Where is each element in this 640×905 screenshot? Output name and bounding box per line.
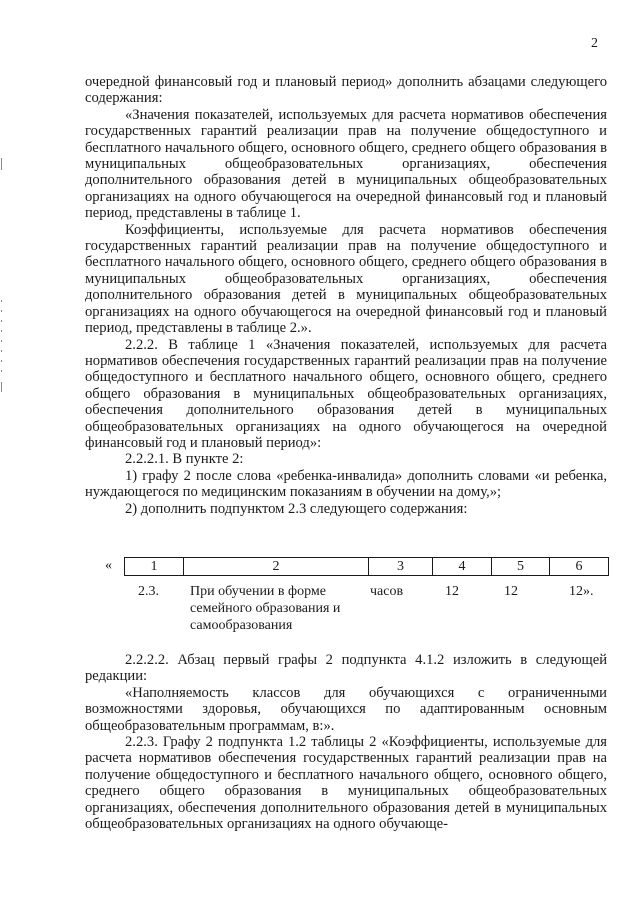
paragraph: «Значения показателей, используемых для расчета нормативов обеспечения государственных гарантий реализации прав на получение общедоступного и бесплатного начального общего, основного общего, среднего общего образования в муниципальных общеобразовательных организациях, обеспечения дополнительного образования детей в муниципальных общеобразовательных организациях на одного обучающегося на очередной финансовый год и плановый период, представлены в таблице 1. <box>85 106 607 222</box>
table-cell: 12 <box>504 584 518 599</box>
paragraph: 1) графу 2 после слова «ребенка-инвалида» дополнить словами «и ребенка, нуждающегося по медицинским показаниям в обучении на дому,»; <box>85 467 607 501</box>
paragraph: 2) дополнить подпунктом 2.3 следующего содержания: <box>125 500 468 517</box>
table-row <box>100 583 609 641</box>
document-body-bottom <box>85 652 607 832</box>
table-header-cell: 6 <box>549 558 608 575</box>
table-cell: При обучении в форме семейного образования и самообразования <box>190 584 341 633</box>
table-header-cell: 1 <box>150 559 158 574</box>
table-cell: часов <box>370 584 404 599</box>
table-cell: 2.3. <box>138 584 159 599</box>
table-header-row <box>124 557 609 576</box>
paragraph: «Наполняемость классов для обучающихся с ограниченными возможностями здоровья, обучающихся по адаптированным основным общеобразовательным программам, в:». <box>85 684 607 734</box>
binding-edge-marks <box>1 150 3 400</box>
page-number: 2 <box>591 36 598 51</box>
inserted-table <box>100 557 609 641</box>
paragraph: 2.2.2.2. Абзац первый графы 2 подпункта 4.1.2 изложить в следующей редакции: <box>85 652 607 685</box>
table-open-quote: « <box>105 558 112 573</box>
paragraph: очередной финансовый год и плановый период» дополнить абзацами следующего содержания: <box>85 74 607 107</box>
table-header-cell: 4 <box>432 558 491 575</box>
table-header-cell: 3 <box>368 558 432 575</box>
paragraph: 2.2.2.1. В пункте 2: <box>125 451 244 468</box>
table-cell: 12 <box>445 584 459 599</box>
paragraph: 2.2.2. В таблице 1 «Значения показателей, используемых для расчета нормативов обеспечения государственных гарантий реализации прав на получение общедоступного и бесплатного начального общего, основного общего, среднего общего образования в муниципальных общеобразовательных организациях, обеспечения дополнительного образования детей в муниципальных общеобразовательных организациях на одного обучающегося на очередной финансовый год и плановый период»: <box>85 336 607 451</box>
table-header-cell: 5 <box>491 558 549 575</box>
table-cell: 12». <box>569 584 594 599</box>
document-body-top <box>85 74 607 517</box>
paragraph: Коэффициенты, используемые для расчета нормативов обеспечения государственных гарантий реализации прав на получение общедоступного и бесплатного начального общего, основного общего, среднего общего образования в муниципальных общеобразовательных организациях, обеспечения дополнительного образования детей в муниципальных общеобразовательных организациях на одного обучающегося на очередной финансовый год и плановый период, представлены в таблице 2.». <box>85 221 607 337</box>
paragraph: 2.2.3. Графу 2 подпункта 1.2 таблицы 2 «Коэффициенты, используемые для расчета нормативов обеспечения государственных гарантий реализации прав на получение общедоступного и бесплатного начального общего, основного общего, среднего общего образования в муниципальных общеобразовательных организациях, обеспечения дополнительного образования детей в муниципальных общеобразовательных организациях на одного обучающе- <box>85 734 607 833</box>
table-header-cell: 2 <box>183 558 368 575</box>
